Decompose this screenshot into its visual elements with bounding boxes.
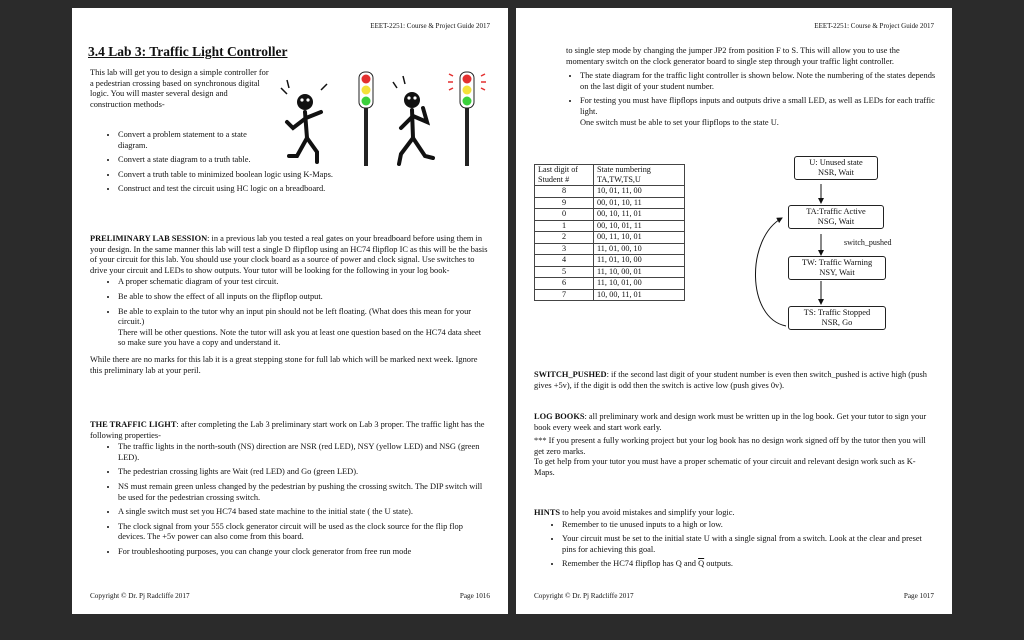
traffic-paragraph	[90, 420, 490, 441]
bullet-extra-text: One switch must be able to set your flipflops to the state U.	[580, 117, 779, 127]
table-row	[535, 220, 685, 232]
table-row	[535, 197, 685, 209]
traffic-bullet-list	[90, 442, 490, 557]
state-numbering-table	[534, 164, 685, 301]
table-row	[535, 243, 685, 255]
list-item	[118, 307, 490, 349]
state-box-u	[794, 156, 878, 180]
state-outputs: NSR, Wait	[818, 168, 854, 177]
table-cell: 00, 10, 01, 11	[594, 220, 685, 232]
table-row	[535, 266, 685, 278]
table-cell: 7	[535, 289, 594, 301]
logbook-paragraph	[534, 412, 936, 433]
table-row	[535, 209, 685, 221]
state-name: TS: Traffic Stopped	[803, 308, 871, 317]
state-outputs: NSY, Wait	[819, 268, 855, 277]
table-row	[535, 186, 685, 198]
table-cell: 6	[535, 278, 594, 290]
state-outputs: NSG, Wait	[817, 217, 855, 226]
marks-note: While there are no marks for this lab it is a great stepping stone for full lab which will be marked next week. Ignore this preliminary lab at your peril.	[90, 354, 478, 375]
table-cell: 10, 01, 11, 00	[594, 186, 685, 198]
table-row	[535, 278, 685, 290]
hints-bullet-list	[534, 520, 936, 570]
table-cell: 0	[535, 209, 594, 221]
intro-bullet-list	[90, 130, 490, 195]
table-header-cell: State numbering TA,TW,TS,U	[594, 165, 685, 186]
logbook-warning: *** If you present a fully working project but your log book has no design work signed off by the tutor then you will get zero marks.	[534, 436, 926, 456]
state-box-ts	[788, 306, 886, 330]
footer-page-number: Page 1017	[903, 592, 934, 600]
state-box-ta	[788, 205, 884, 229]
list-item	[580, 96, 936, 128]
state-outputs: NSR, Go	[821, 318, 853, 327]
list-item: • Be able to show the effect of all inputs on the flipflop output.	[118, 292, 490, 303]
traffic-heading: THE TRAFFIC LIGHT	[90, 420, 177, 429]
list-item-text: outputs.	[704, 559, 733, 569]
list-item: • Remember to tie unused inputs to a high or low.	[562, 520, 936, 531]
q-bar-symbol: $\overline{Q}$	[698, 559, 705, 569]
hints-paragraph	[534, 508, 936, 519]
right-bullet-list	[566, 71, 936, 128]
table-cell: 10, 00, 11, 01	[594, 289, 685, 301]
state-name: TW: Traffic Warning	[801, 258, 873, 267]
table-cell: 4	[535, 255, 594, 267]
table-cell: 8	[535, 186, 594, 198]
list-item: • Convert a truth table to minimized boolean logic using K-Maps.	[118, 170, 490, 181]
list-item: • Construct and test the circuit using HC logic on a breadboard.	[118, 184, 490, 195]
list-item-text: Remember the HC74 flipflop has Q and	[562, 559, 699, 569]
logbook-help: To get help from your tutor you must have a proper schematic of your circuit and relevant design work such as K-Maps.	[534, 457, 916, 477]
list-item: • The state diagram for the traffic light controller is shown below. Note the numbering of the states depends on the last digit of your student number.	[580, 71, 936, 92]
table-cell: 2	[535, 232, 594, 244]
intro-paragraph: This lab will get you to design a simple controller for a pedestrian crossing based on synchronous digital logic. You will master several design and construction methods-	[90, 68, 269, 109]
switch-heading: SWITCH_PUSHED	[534, 370, 607, 379]
list-item: • NS must remain green unless changed by the pedestrian by pushing the crossing switch. The DIP switch will be used for the pedestrian crossing switch.	[118, 482, 490, 503]
switch-text: : if the second last digit of your student number is even then switch_pushed is active high (push gives +5v), if the digit is odd then the switch is active low (push gives 0v).	[534, 370, 927, 390]
list-item: • Your circuit must be set to the initial state U with a single signal from a switch. Look at the clear and preset pins for achieving this goal.	[562, 534, 936, 555]
left-page	[72, 8, 508, 614]
state-name: TA:Traffic Active	[806, 207, 866, 216]
list-item: • A single switch must set you HC74 based state machine to the initial state ( the U state).	[118, 507, 490, 518]
list-item: • The clock signal from your 555 clock generator circuit will be used as the clock source for the flip flop devices. The +5v power can also come from this board.	[118, 522, 490, 543]
table-cell: 00, 11, 10, 01	[594, 232, 685, 244]
continued-paragraph: to single step mode by changing the jumper JP2 from position F to S. This will allow you to use the momentary switch on the clock generator board to single step through your traffic light controller.	[566, 46, 900, 66]
table-cell: 9	[535, 197, 594, 209]
list-item: • For troubleshooting purposes, you can change your clock generator from free run mode	[118, 547, 490, 558]
table-cell: 5	[535, 266, 594, 278]
table-cell: 00, 10, 11, 01	[594, 209, 685, 221]
section-title: 3.4 Lab 3: Traffic Light Controller	[88, 44, 288, 59]
logbook-text: : all preliminary work and design work must be written up in the log book. Get your tutor to sign your book every week and start work early.	[534, 412, 927, 432]
table-cell: 1	[535, 220, 594, 232]
footer-copyright: Copyright © Dr. Pj Radcliffe 2017	[90, 592, 190, 600]
list-item: • The pedestrian crossing lights are Wait (red LED) and Go (green LED).	[118, 467, 490, 478]
logbook-heading: LOG BOOKS	[534, 412, 585, 421]
page-header: EEET-2251: Course & Project Guide 2017	[370, 22, 490, 30]
list-item: • A proper schematic diagram of your test circuit.	[118, 277, 490, 288]
table-row	[535, 232, 685, 244]
prelim-bullet-list	[90, 277, 490, 349]
table-cell: 00, 01, 10, 11	[594, 197, 685, 209]
prelim-extra-text: There will be other questions. Note the tutor will ask you at least one question based on the HC74 data sheet so make sure you have a copy and understand it.	[118, 327, 482, 348]
list-item	[562, 559, 936, 570]
hints-text: to help you avoid mistakes and simplify your logic.	[560, 508, 735, 517]
table-header-cell: Last digit of Student #	[535, 165, 594, 186]
table-row	[535, 289, 685, 301]
table-cell: 11, 10, 00, 01	[594, 266, 685, 278]
table-row	[535, 255, 685, 267]
footer-page-number: Page 1016	[459, 592, 490, 600]
state-name: U: Unused state	[809, 158, 863, 167]
table-cell: 3	[535, 243, 594, 255]
table-cell: 11, 01, 00, 10	[594, 243, 685, 255]
table-cell: 11, 01, 10, 00	[594, 255, 685, 267]
state-box-tw	[788, 256, 886, 280]
switch-paragraph	[534, 370, 936, 391]
list-item: • Convert a state diagram to a truth table.	[118, 155, 268, 166]
traffic-text: : after completing the Lab 3 preliminary start work on Lab 3 proper. The traffic light has the following properties-	[90, 420, 485, 440]
list-item-text: Be able to explain to the tutor why an input pin should not be left floating. (What does this mean for your circuit.)	[118, 306, 472, 327]
right-page	[516, 8, 952, 614]
footer-copyright: Copyright © Dr. Pj Radcliffe 2017	[534, 592, 634, 600]
prelim-paragraph	[90, 234, 490, 276]
list-item: • The traffic lights in the north-south (NS) direction are NSR (red LED), NSY (yellow LED) and NSG (green LED).	[118, 442, 490, 463]
list-item-text: For testing you must have flipflops inputs and outputs drive a small LED, as well as LEDs for each traffic light.	[580, 96, 935, 116]
list-item: • Convert a problem statement to a state diagram.	[118, 130, 268, 151]
table-header-row	[535, 165, 685, 186]
table-cell: 11, 10, 01, 00	[594, 278, 685, 290]
hints-heading: HINTS	[534, 508, 561, 517]
prelim-heading: PRELIMINARY LAB SESSION	[90, 234, 208, 243]
prelim-text: : in a previous lab you tested a real gates on your breadboard before using them in your design. In the same manner this lab will test a single D flipflop using an HC74 flipflop IC as this will be the basis of your circuit for this lab. You should use your clock board as a source of power and clock signal. Use switches to drive your circuit and LEDs to show outputs. Your tutor will be looking for the following in your log book-	[90, 234, 488, 275]
page-header: EEET-2251: Course & Project Guide 2017	[814, 22, 934, 30]
switch-pushed-label: switch_pushed	[844, 238, 892, 247]
